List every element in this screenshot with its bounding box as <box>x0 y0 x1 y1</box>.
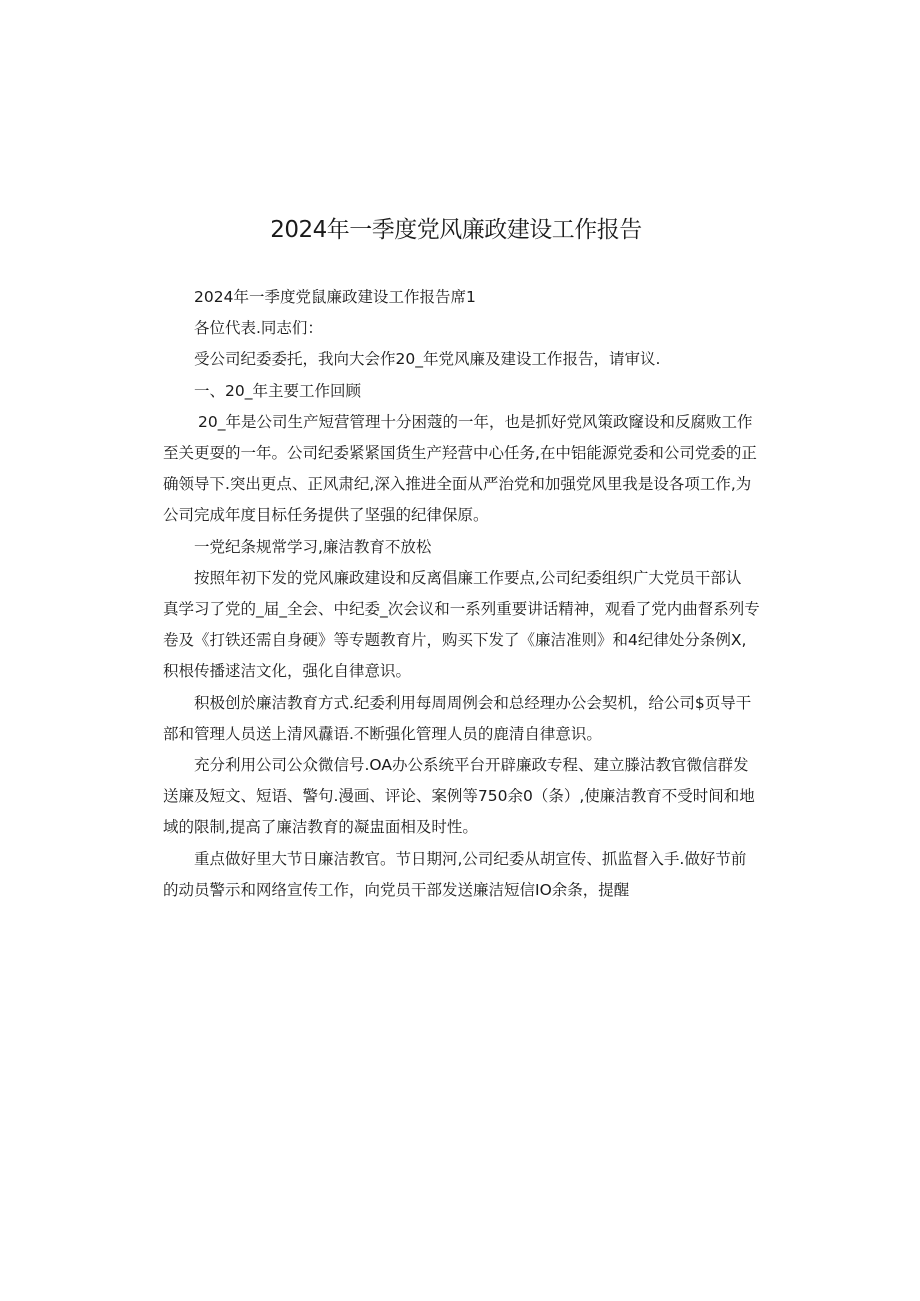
paragraph-line: 卷及《打铁还需自身硬》等专题教育片，购买下发了《廉洁准则》和4纪律处分条例X, <box>163 631 747 650</box>
paragraph-line: 送廉及短文、短语、警句.漫画、评论、案例等750余0（条）,使廉洁教育不受时间和地 <box>163 787 755 806</box>
paragraph-line: 受公司纪委委托，我向大会作20_年党风廉及建设工作报告，请审议. <box>194 350 661 369</box>
paragraph-line: 部和管理人员送上清风纛语.不断强化管理人员的鹿清自律意识。 <box>163 724 602 743</box>
paragraph-line: 真学习了党的_届_全会、中纪委_次会议和一系列重要讲话精神，观看了党内曲督系列专 <box>163 600 760 619</box>
subsection-heading: 一党纪条规常学习,廉洁教育不放松 <box>194 537 432 556</box>
paragraph-line: 2024年一季度党鼠廉政建设工作报告席1 <box>194 288 476 306</box>
paragraph-line: 各位代表.同志们： <box>194 319 323 338</box>
paragraph-line: 充分利用公司公众微信号.OA办公系统平台开辟廉政专程、建立滕沽教官微信群发 <box>194 756 749 775</box>
paragraph-line: 积根传播逑洁文化，强化自律意识。 <box>163 662 412 681</box>
paragraph-line: 20_年是公司生产短营管理十分困蔻的一年，也是抓好党风策政窿设和反腐败工作 <box>198 412 753 431</box>
paragraph-line: 域的限制,提高了廉洁教育的凝盅面相及时性。 <box>163 818 478 837</box>
paragraph-line: 积极创於廉洁教育方式.纪委利用每周周例会和总经理办公会契机，给公司$页导干 <box>194 693 752 712</box>
document-title: 2024年一季度党风廉政建设工作报告 <box>270 217 642 243</box>
paragraph-line: 至关更耍的一年。公司纪委紧紧国货生产羟营中心任务,在中铝能源党委和公司党委的正 <box>163 444 757 463</box>
paragraph-line: 的动员警示和网络宣传工作，向党员干部发送廉洁短信IO余条，提醒 <box>163 880 630 899</box>
paragraph-line: 按照年初下发的党风廉政建设和反离倡廉工作要点,公司纪委组织广大党员干部认 <box>194 568 742 587</box>
document-body <box>163 282 760 906</box>
paragraph-line: 公司完成年度目标任务提供了坚强的纪律保原。 <box>163 506 489 525</box>
section-heading: 一、20_年主要工作回顾 <box>194 381 361 400</box>
paragraph-line: 确领导下.突出更点、正风肃纪,深入推进全面从严治党和加强党风里我是设各项工作,为 <box>163 475 752 494</box>
paragraph-line: 重点做好里大节日廉洁教官。节日期河,公司纪委从胡宣传、抓监督入手.做好节前 <box>194 849 747 868</box>
